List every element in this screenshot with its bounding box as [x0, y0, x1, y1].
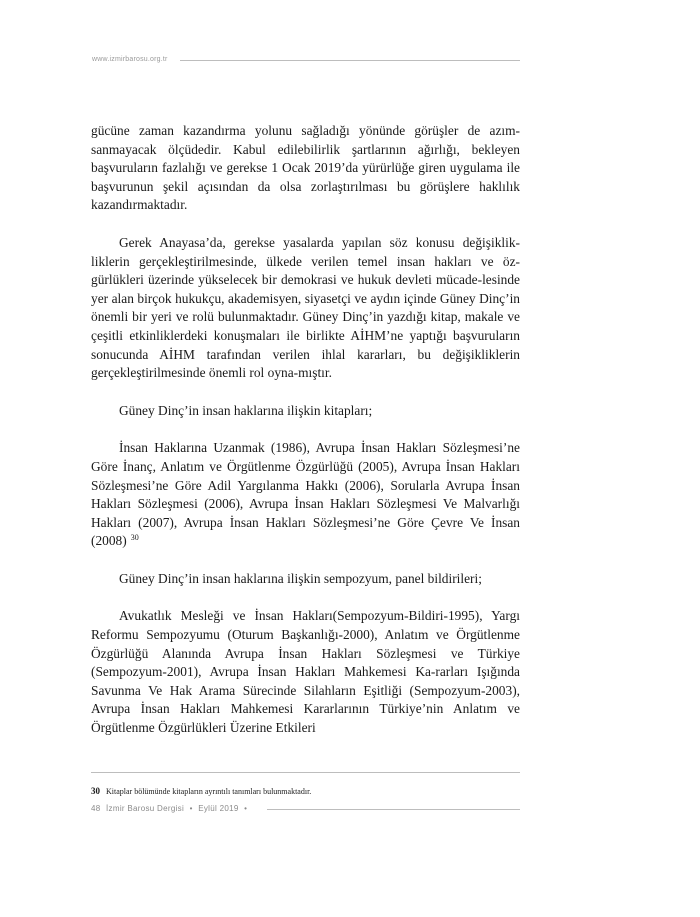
footnote	[91, 786, 520, 797]
body-text	[91, 122, 520, 738]
footnote-reference[interactable]: 30	[130, 532, 139, 542]
journal-name: İzmir Barosu Dergisi	[106, 804, 185, 813]
issue-date: Eylül 2019	[198, 804, 239, 813]
books-list	[91, 439, 520, 551]
footer-bullet: •	[189, 804, 193, 813]
site-url[interactable]: www.izmirbarosu.org.tr	[92, 55, 171, 65]
paragraph-continuation: gücüne zaman kazandırma yolunu sağladığı yönünde görüşler de azım-sanmayacak ölçüdedir. Kabul edilebilirlik şartlarının ağırlığı, bekleyen başvuruların fazlalığı ve gerekse 1 Ocak 2019’da yürürlüğe giren uygulama ile başvurunun şekil açısından da olsa zorlaştırılması bu görüşlere haklılık kazandırmaktadır.	[91, 123, 520, 213]
page-footer	[91, 803, 520, 815]
page-header	[92, 55, 520, 67]
footer-bullet-end: •	[244, 804, 248, 813]
page-number: 48	[91, 804, 101, 813]
footnote-number: 30	[91, 786, 100, 796]
paragraph-constitution: Gerek Anayasa’da, gerekse yasalarda yapılan söz konusu değişiklik-liklerin gerçekleştirilmesinde, ülkede verilen temel insan hakları ve öz-gürlükleri üzerinde yükselecek bir demokrasi ve hukuk devleti mücade-lesinde yer alan birçok hukukçu, akademisyen, siyasetçi ve aydın içinde Güney Dinç’in önemli bir yeri ve rolü bulunmaktadır. Güney Dinç’in yazdığı kitap, makale ve çeşitli etkinliklerdeki konuşmaları ile birlikte AİHM’ne yaptığı başvuruların sonucunda AİHM tarafından verilen ihlal kararları, bu değişikliklerin gerçekleştirilmesinde önemli rol oyna-mıştır.	[91, 234, 520, 381]
books-list-text: İnsan Haklarına Uzanmak (1986), Avrupa İnsan Hakları Sözleşmesi’ne Göre İnanç, Anlatım ve Örgütlenme Özgürlüğü (2005), Avrupa İnsan Hakları Sözleşmesi’ne Göre Adil Yargılanma Hakkı (2006), Sorularla Avrupa İnsan Hakları Sözleşmesi (2006), Avrupa İnsan Hakları Sözleşmesi Ve Malvarlığı Hakları (2007), Avrupa İnsan Hakları Sözleşmesi’ne Göre Çevre Ve İnsan (2008)	[91, 440, 520, 549]
footer-rule	[267, 809, 520, 810]
books-heading: Güney Dinç’in insan haklarına ilişkin kitapları;	[119, 402, 373, 418]
footer-text	[91, 803, 254, 815]
header-rule	[180, 60, 520, 61]
footnote-rule	[91, 772, 520, 773]
symposia-heading: Güney Dinç’in insan haklarına ilişkin sempozyum, panel bildirileri;	[119, 570, 482, 586]
footnote-text: Kitaplar bölümünde kitapların ayrıntılı tanımları bulunmaktadır.	[106, 787, 312, 796]
symposia-list: Avukatlık Mesleği ve İnsan Hakları(Sempozyum-Bildiri-1995), Yargı Reformu Sempozyumu (Oturum Başkanlığı-2000), Anlatım ve Örgütlenme Özgürlüğü Alanında Avrupa İnsan Hakları Sözleşmesi ve Türkiye (Sempozyum-2001), Avrupa İnsan Hakları Mahkemesi Ka-rarları Işığında Savunma Ve Hak Arama Sürecinde Silahların Eşitliği (Sempozyum-2003), Avrupa İnsan Hakları Mahkemesi Kararlarının Türkiye’nin Anlatım ve Örgütlenme Özgürlükleri Üzerine Etkileri	[91, 608, 520, 736]
